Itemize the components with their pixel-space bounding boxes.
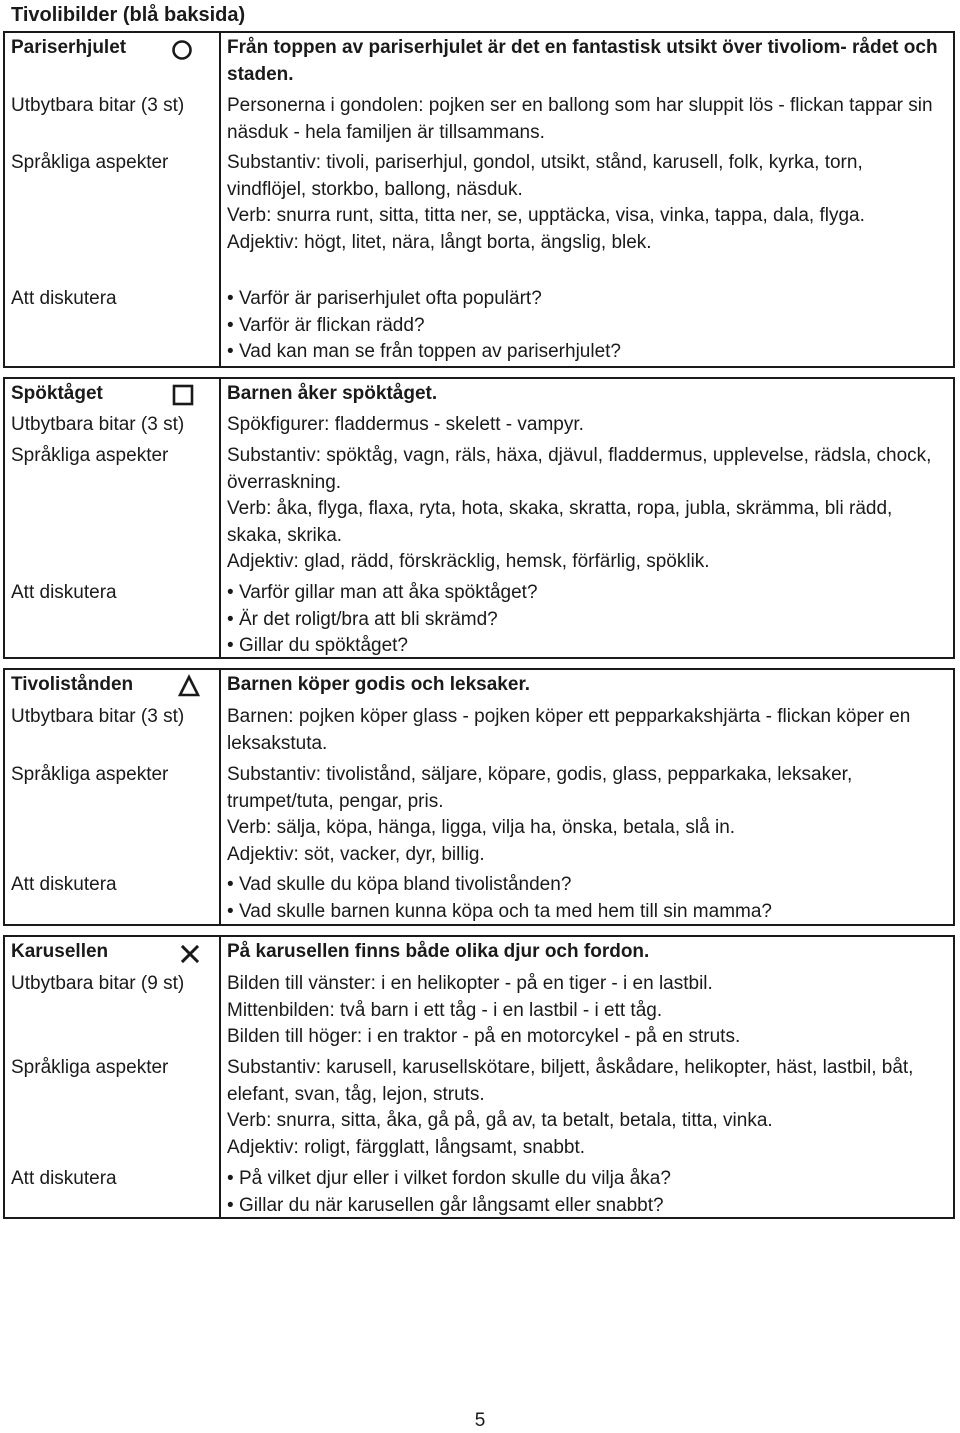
discuss-item: • Gillar du när karusellen går långsamt eller snabbt?: [227, 1193, 947, 1220]
column-divider: [219, 937, 221, 1217]
verbs-line: Verb: snurra runt, sitta, titta ner, se, upptäcka, visa, vinka, tappa, dala, flyga.: [227, 205, 865, 226]
discuss-item: • Vad skulle du köpa bland tivolistånden?: [227, 872, 947, 899]
verbs-line: Verb: sälja, köpa, hänga, ligga, vilja ha, önska, betala, slå in.: [227, 817, 736, 838]
language-label: Språkliga aspekter: [11, 1057, 169, 1078]
parts-line: Bilden till höger: i en traktor - på en motorcykel - på en struts.: [227, 1026, 741, 1047]
language-text: [227, 443, 947, 576]
discuss-label: Att diskutera: [11, 874, 117, 895]
discuss-list-wrap: [227, 872, 947, 925]
parts-line: Mittenbilden: två barn i ett tåg - i en lastbil - i ett tåg.: [227, 999, 663, 1021]
discuss-item: • Varför är flickan rädd?: [227, 313, 947, 340]
parts-text: [227, 971, 947, 1051]
section-title: Spöktåget: [11, 383, 103, 404]
column-divider: [219, 670, 221, 924]
adjectives-line: Adjektiv: högt, litet, nära, långt borta, ängslig, blek.: [227, 231, 652, 253]
discuss-list: [227, 1166, 947, 1219]
nouns-line: Substantiv: spöktåg, vagn, räls, häxa, djävul, fladdermus, upplevelse, rädsla, chock, överraskning.: [227, 445, 932, 493]
discuss-item: • Gillar du spöktåget?: [227, 633, 947, 660]
page-title: Tivolibilder (blå baksida): [11, 4, 246, 26]
discuss-list: [227, 286, 947, 366]
parts-label: Utbytbara bitar (3 st): [11, 95, 185, 116]
square-icon: [171, 383, 195, 407]
nouns-line: Substantiv: tivolistånd, säljare, köpare, godis, glass, pepparkaka, leksaker, trumpet/tuta, pengar, pris.: [227, 764, 853, 812]
triangle-icon: [177, 674, 201, 698]
nouns-line: Substantiv: karusell, karusellskötare, biljett, åskådare, helikopter, häst, lastbil, båt, elefant, svan, tåg, lejon, struts.: [227, 1057, 914, 1105]
language-text: [227, 1055, 947, 1161]
verbs-line: Verb: snurra, sitta, åka, gå på, gå av, ta betalt, betala, titta, vinka.: [227, 1110, 773, 1131]
discuss-label: Att diskutera: [11, 288, 117, 309]
language-label: Språkliga aspekter: [11, 764, 169, 785]
section-karusellen: [3, 935, 955, 1219]
language-label: Språkliga aspekter: [11, 445, 169, 466]
parts-text: Spökfigurer: fladdermus - skelett - vampyr.: [227, 414, 584, 435]
parts-line: Bilden till vänster: i en helikopter - på en tiger - i en lastbil.: [227, 973, 713, 994]
circle-icon: [171, 39, 193, 61]
adjectives-line: Adjektiv: glad, rädd, förskräcklig, hemsk, förfärlig, spöklik.: [227, 551, 710, 572]
parts-text: Barnen: pojken köper glass - pojken köper ett pepparkakshjärta - flickan köper en leksakstuta.: [227, 706, 911, 754]
language-label: Språkliga aspekter: [11, 152, 169, 173]
discuss-item: • Varför gillar man att åka spöktåget?: [227, 580, 947, 607]
nouns-line: Substantiv: tivoli, pariserhjul, gondol, utsikt, stånd, karusell, folk, kyrka, torn, vindflöjel, storkbo, ballong, näsduk.: [227, 152, 863, 200]
section-title: Karusellen: [11, 941, 109, 962]
cross-icon: [179, 943, 201, 965]
section-intro: Barnen åker spöktåget.: [227, 383, 438, 404]
discuss-list-wrap: [227, 1166, 947, 1219]
discuss-list: [227, 580, 947, 660]
page-number: 5: [474, 1410, 486, 1431]
discuss-item: • På vilket djur eller i vilket fordon skulle du vilja åka?: [227, 1166, 947, 1193]
discuss-list: [227, 872, 947, 925]
section-title: Pariserhjulet: [11, 37, 127, 58]
section-intro: På karusellen finns både olika djur och fordon.: [227, 941, 650, 962]
discuss-item: • Vad kan man se från toppen av pariserhjulet?: [227, 339, 947, 366]
discuss-list-wrap: [227, 286, 947, 366]
discuss-item: • Är det roligt/bra att bli skrämd?: [227, 607, 947, 634]
section-title: Tivolistånden: [11, 674, 134, 695]
section-pariserhjulet: [3, 31, 955, 368]
parts-label: Utbytbara bitar (3 st): [11, 706, 185, 727]
adjectives-line: Adjektiv: söt, vacker, dyr, billig.: [227, 843, 485, 865]
parts-label: Utbytbara bitar (3 st): [11, 414, 185, 435]
parts-label: Utbytbara bitar (9 st): [11, 973, 185, 994]
section-tivolistanden: [3, 668, 955, 926]
column-divider: [219, 379, 221, 657]
parts-text: Personerna i gondolen: pojken ser en ballong som har sluppit lös - flickan tappar sin näsduk - hela familjen är tillsammans.: [227, 95, 933, 143]
adjectives-line: Adjektiv: roligt, färgglatt, långsamt, snabbt.: [227, 1136, 586, 1158]
discuss-list-wrap: [227, 580, 947, 660]
section-intro: Barnen köper godis och leksaker.: [227, 674, 531, 695]
language-text: [227, 150, 947, 256]
column-divider: [219, 33, 221, 366]
discuss-label: Att diskutera: [11, 1168, 117, 1189]
section-spoktaget: [3, 377, 955, 659]
discuss-item: • Varför är pariserhjulet ofta populärt?: [227, 286, 947, 313]
language-text: [227, 762, 947, 868]
verbs-line: Verb: åka, flyga, flaxa, ryta, hota, skaka, skratta, ropa, jubla, skrämma, bli rädd, skaka, skrika.: [227, 498, 893, 546]
discuss-label: Att diskutera: [11, 582, 117, 603]
discuss-item: • Vad skulle barnen kunna köpa och ta med hem till sin mamma?: [227, 899, 947, 926]
section-intro: Från toppen av pariserhjulet är det en fantastisk utsikt över tivoliom- rådet och staden.: [227, 37, 938, 85]
